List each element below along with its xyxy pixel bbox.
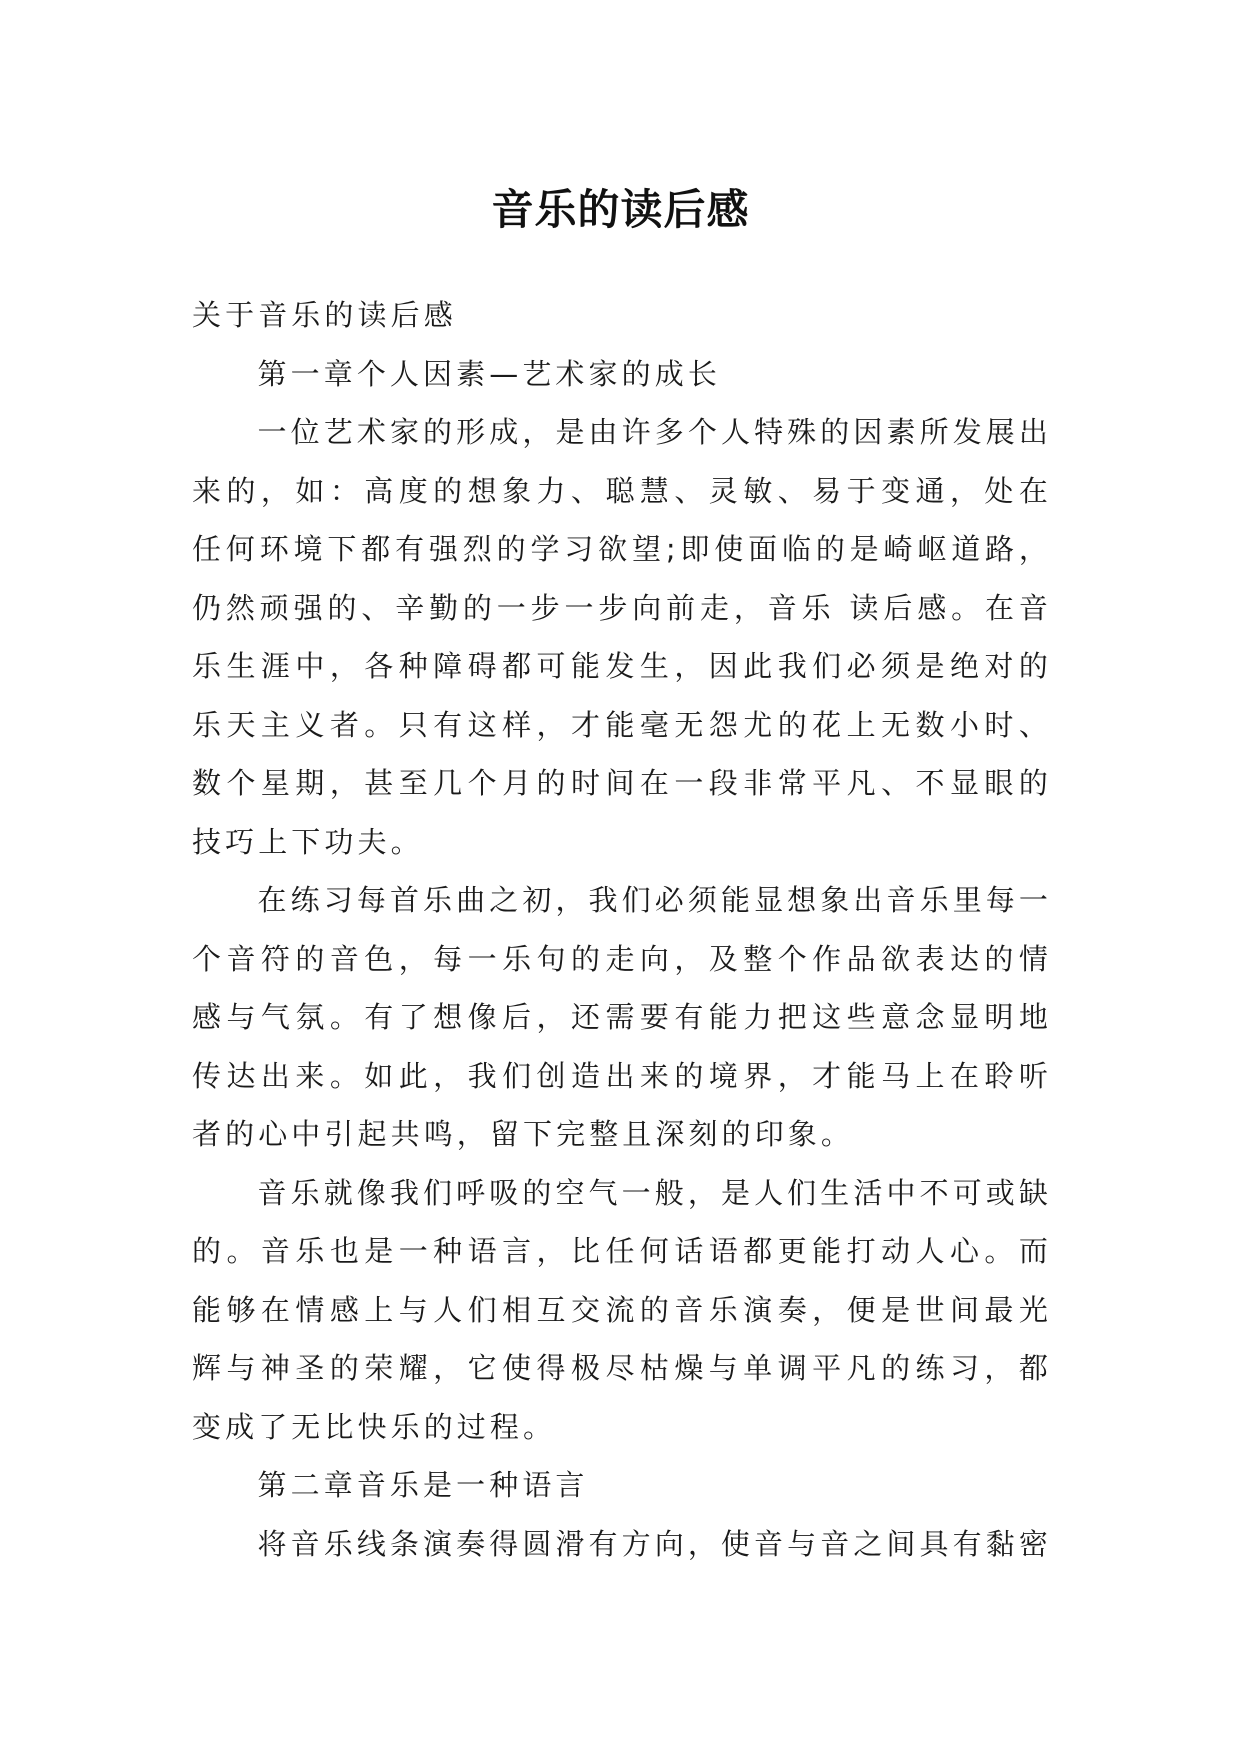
document-title: 音乐的读后感 bbox=[491, 185, 750, 235]
paragraph-subtitle: 关于音乐的读后感 bbox=[192, 298, 457, 332]
paragraph-chapter-heading: 第二章音乐是一种语言 bbox=[257, 1468, 589, 1502]
document-body bbox=[192, 286, 1052, 1573]
paragraph: 将音乐线条演奏得圆滑有方向，使音与音之间具有黏密 bbox=[257, 1526, 1052, 1561]
paragraph: 音乐就像我们呼吸的空气一般，是人们生活中不可或缺的。音乐也是一种语言，比任何话语都更能打动人心。而能够在情感上与人们相互交流的音乐演奏，便是世间最光辉与神圣的荣耀，它使得极尽枯燥与单调平凡的练习，都变成了无比快乐的过程。 bbox=[192, 1175, 1052, 1444]
paragraph: 一位艺术家的形成，是由许多个人特殊的因素所发展出来的，如：高度的想象力、聪慧、灵敏、易于变通，处在任何环境下都有强烈的学习欲望;即使面临的是崎岖道路，仍然顽强的、辛勤的一步一步向前走，音乐 读后感。在音乐生涯中，各种障碍都可能发生，因此我们必须是绝对的乐天主义者。只有这样，才能毫无怨尤的花上无数小时、数个星期，甚至几个月的时间在一段非常平凡、不显眼的技巧上下功夫。 bbox=[192, 415, 1052, 859]
paragraph: 在练习每首乐曲之初，我们必须能显想象出音乐里每一个音符的音色，每一乐句的走向，及整个作品欲表达的情感与气氛。有了想像后，还需要有能力把这些意念显明地传达出来。如此，我们创造出来的境界，才能马上在聆听者的心中引起共鸣，留下完整且深刻的印象。 bbox=[192, 883, 1052, 1151]
paragraph-chapter-heading: 第一章个人因素—艺术家的成长 bbox=[257, 356, 721, 391]
